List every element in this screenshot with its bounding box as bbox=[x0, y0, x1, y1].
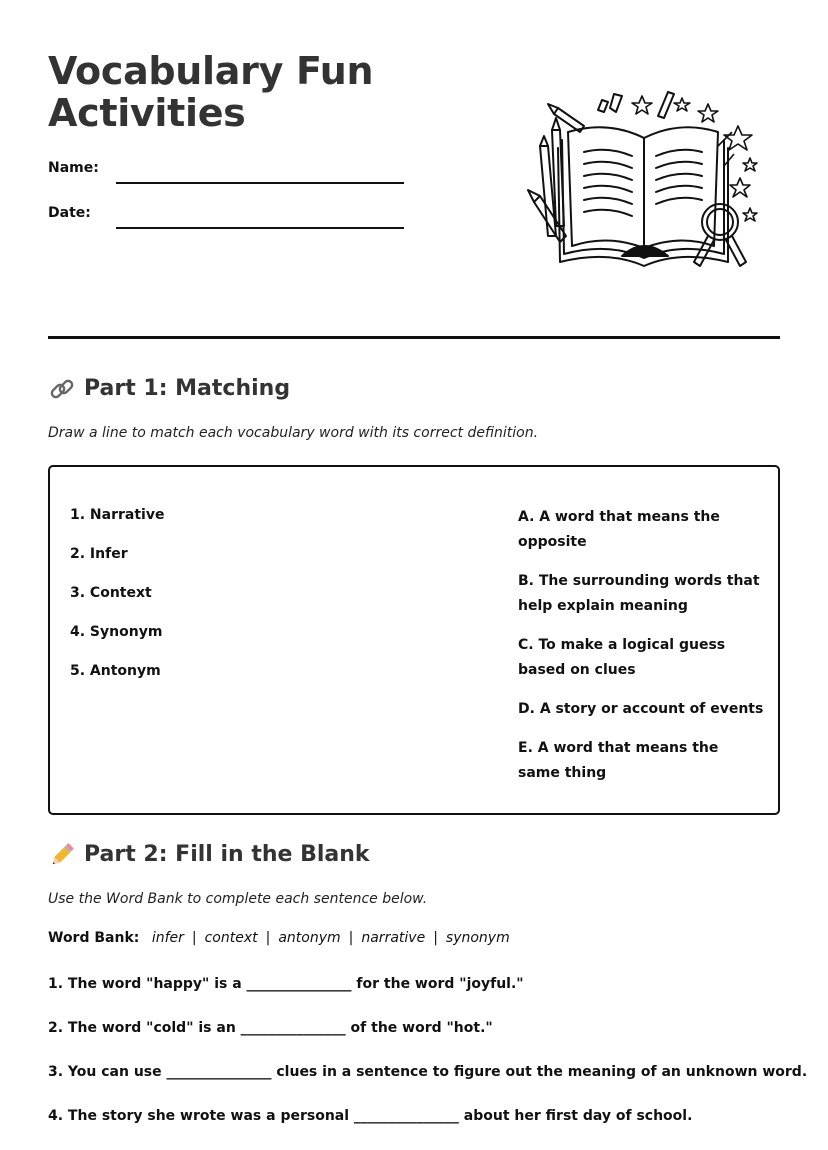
title-line-2: Activities bbox=[48, 91, 246, 135]
fill-blank-sentences bbox=[48, 974, 808, 1150]
matching-definition[interactable]: B. The surrounding words that help explain meaning bbox=[518, 573, 760, 614]
matching-definition[interactable]: E. A word that means the same thing bbox=[518, 740, 719, 781]
matching-term[interactable]: 2. Infer bbox=[70, 546, 128, 562]
star-icon bbox=[698, 104, 718, 122]
name-field[interactable] bbox=[48, 160, 408, 190]
matching-box bbox=[48, 465, 780, 815]
part1-heading-text: Part 1: Matching bbox=[84, 376, 291, 401]
word-bank-word: infer bbox=[151, 930, 184, 946]
link-icon bbox=[48, 375, 76, 403]
section-divider bbox=[48, 336, 780, 339]
part2-heading bbox=[48, 841, 370, 869]
matching-term[interactable]: 1. Narrative bbox=[70, 507, 165, 523]
title-line-1: Vocabulary Fun bbox=[48, 49, 374, 93]
date-label: Date: bbox=[48, 205, 91, 221]
open-book-with-pencils-and-stars-icon bbox=[518, 86, 764, 270]
word-bank-word: synonym bbox=[445, 930, 510, 946]
star-icon bbox=[743, 158, 757, 171]
word-bank-word: narrative bbox=[361, 930, 426, 946]
part1-heading bbox=[48, 375, 290, 403]
matching-definitions-list bbox=[518, 505, 764, 800]
word-bank-word: antonym bbox=[278, 930, 341, 946]
worksheet-title bbox=[48, 50, 373, 134]
matching-term[interactable]: 4. Synonym bbox=[70, 624, 163, 640]
matching-definition[interactable]: C. To make a logical guess based on clues bbox=[518, 637, 726, 678]
star-icon bbox=[632, 96, 652, 114]
matching-definition[interactable]: A. A word that means the opposite bbox=[518, 509, 720, 550]
matching-term[interactable]: 5. Antonym bbox=[70, 663, 161, 679]
pencil-icon bbox=[48, 841, 76, 869]
star-icon bbox=[730, 178, 750, 197]
fill-blank-sentence[interactable]: 1. The word "happy" is a _______________ for the word "joyful." bbox=[48, 976, 524, 992]
word-bank-separator: | bbox=[191, 930, 197, 946]
matching-definition[interactable]: D. A story or account of events bbox=[518, 701, 764, 717]
star-icon bbox=[724, 126, 752, 150]
word-bank-separator: | bbox=[348, 930, 354, 946]
fill-blank-sentence[interactable]: 4. The story she wrote was a personal _______________ about her first day of school. bbox=[48, 1108, 693, 1124]
date-field[interactable] bbox=[48, 205, 408, 235]
star-icon bbox=[674, 98, 690, 111]
word-bank-label: Word Bank: bbox=[48, 930, 140, 946]
name-label: Name: bbox=[48, 160, 99, 176]
part1-instructions: Draw a line to match each vocabulary word with its correct definition. bbox=[48, 425, 539, 441]
fill-blank-sentence[interactable]: 2. The word "cold" is an _______________ of the word "hot." bbox=[48, 1020, 493, 1036]
date-write-line[interactable] bbox=[116, 227, 404, 229]
word-bank-word: context bbox=[204, 930, 258, 946]
star-icon bbox=[743, 208, 757, 221]
part2-instructions: Use the Word Bank to complete each sentence below. bbox=[48, 891, 428, 907]
matching-terms-list bbox=[70, 505, 164, 700]
word-bank-separator: | bbox=[265, 930, 271, 946]
name-write-line[interactable] bbox=[116, 182, 404, 184]
word-bank bbox=[48, 930, 510, 946]
fill-blank-sentence[interactable]: 3. You can use _______________ clues in a sentence to figure out the meaning of an unknown word. bbox=[48, 1064, 808, 1080]
matching-term[interactable]: 3. Context bbox=[70, 585, 152, 601]
word-bank-separator: | bbox=[433, 930, 438, 946]
part2-heading-text: Part 2: Fill in the Blank bbox=[84, 842, 370, 867]
